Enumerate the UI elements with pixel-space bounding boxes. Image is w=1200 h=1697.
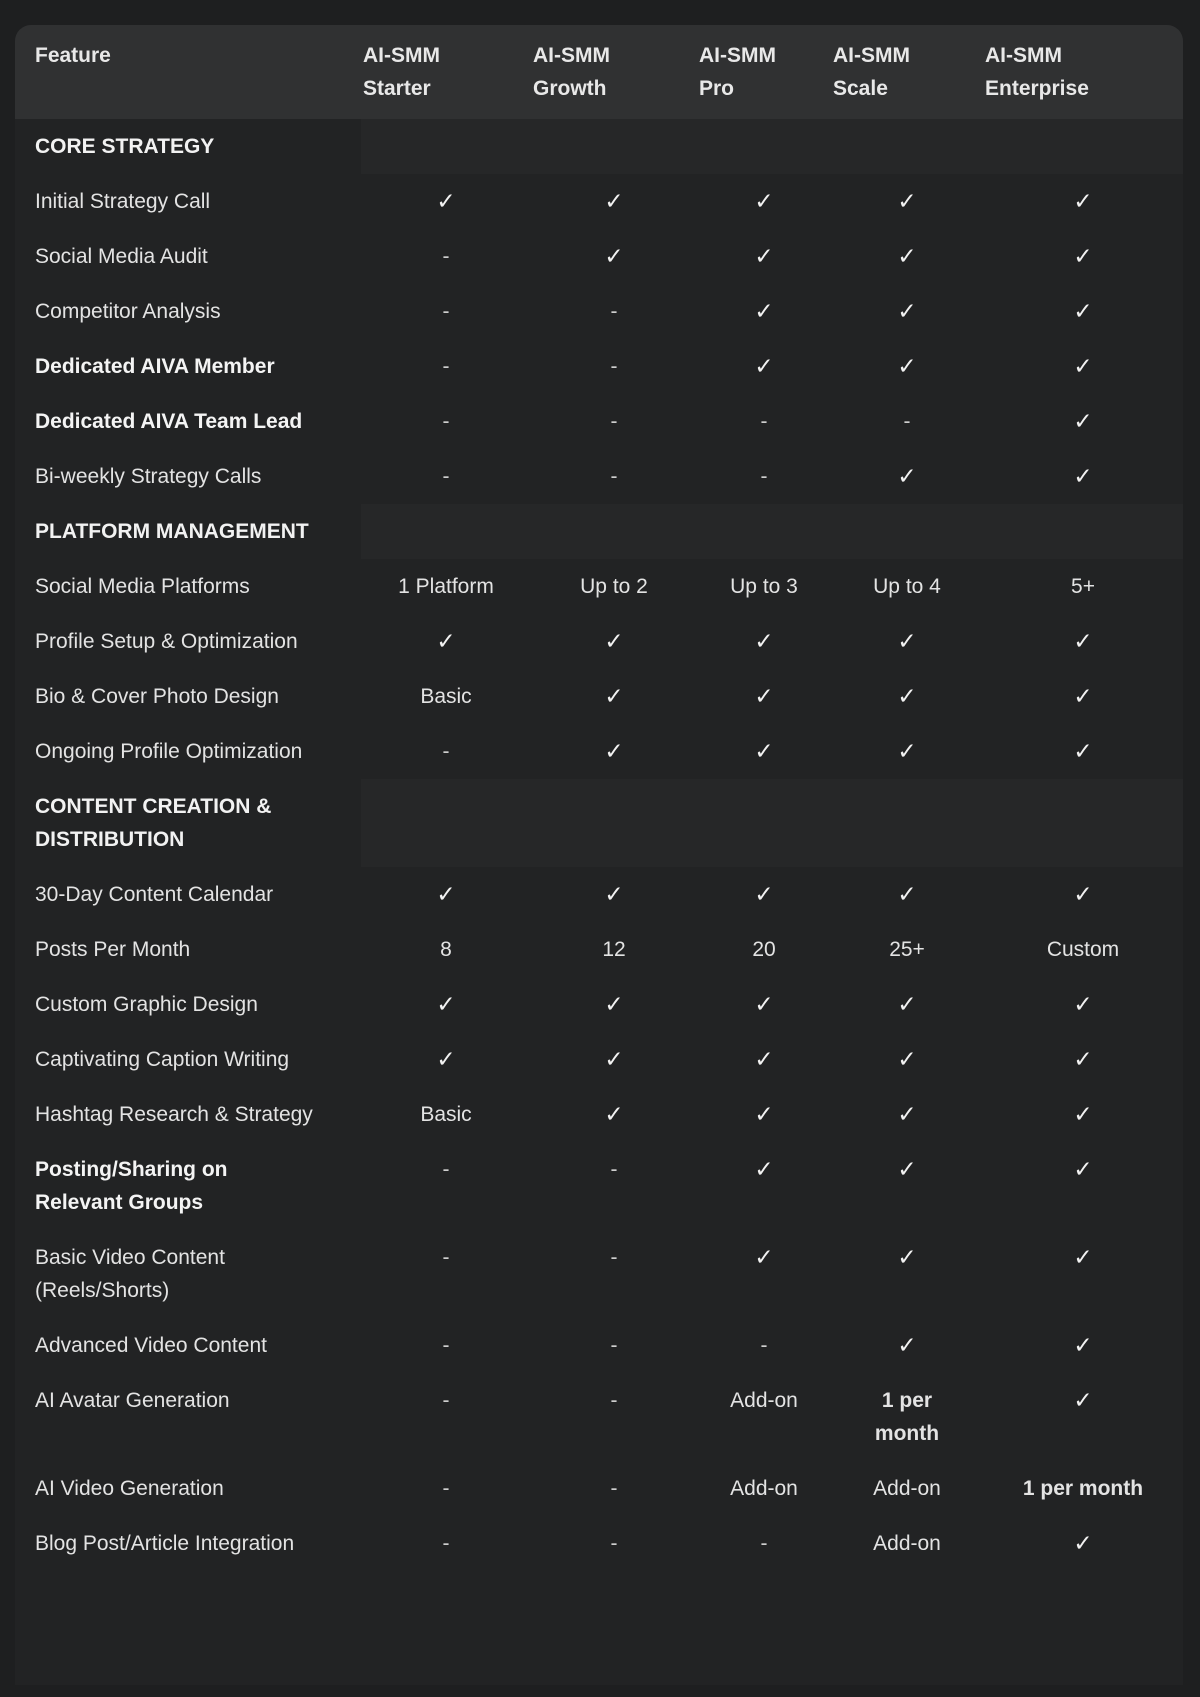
plan-value: Basic bbox=[420, 1103, 472, 1126]
feature-name: Posting/Sharing on Relevant Groups bbox=[35, 1158, 228, 1214]
not-included-dash: - bbox=[442, 245, 450, 268]
checkmark-icon: ✓ bbox=[897, 188, 917, 214]
checkmark-icon: ✓ bbox=[436, 188, 456, 214]
table-row bbox=[15, 229, 1183, 284]
checkmark-icon: ✓ bbox=[1073, 738, 1093, 764]
feature-name: Advanced Video Content bbox=[35, 1334, 267, 1357]
checkmark-icon: ✓ bbox=[897, 1332, 917, 1358]
feature-name: Dedicated AIVA Team Lead bbox=[35, 410, 303, 433]
checkmark-icon: ✓ bbox=[754, 1046, 774, 1072]
checkmark-icon: ✓ bbox=[754, 738, 774, 764]
section-header-row bbox=[15, 504, 1183, 559]
table-row bbox=[15, 394, 1183, 449]
checkmark-icon: ✓ bbox=[1073, 881, 1093, 907]
plan-column-header: AI-SMM Enterprise bbox=[985, 44, 1089, 100]
plan-column-header: AI-SMM Growth bbox=[533, 44, 610, 100]
checkmark-icon: ✓ bbox=[897, 1046, 917, 1072]
feature-name: Initial Strategy Call bbox=[35, 190, 211, 213]
table-row bbox=[15, 614, 1183, 669]
checkmark-icon: ✓ bbox=[604, 243, 624, 269]
not-included-dash: - bbox=[442, 410, 450, 433]
table-row bbox=[15, 1230, 1183, 1318]
checkmark-icon: ✓ bbox=[604, 1046, 624, 1072]
feature-name: Ongoing Profile Optimization bbox=[35, 740, 303, 763]
plan-value: Up to 4 bbox=[873, 575, 941, 598]
not-included-dash: - bbox=[760, 465, 768, 488]
not-included-dash: - bbox=[610, 410, 618, 433]
feature-name: Captivating Caption Writing bbox=[35, 1048, 290, 1071]
checkmark-icon: ✓ bbox=[754, 1101, 774, 1127]
table-row bbox=[15, 174, 1183, 229]
checkmark-icon: ✓ bbox=[897, 1101, 917, 1127]
feature-name: 30-Day Content Calendar bbox=[35, 883, 274, 906]
checkmark-icon: ✓ bbox=[897, 628, 917, 654]
checkmark-icon: ✓ bbox=[604, 991, 624, 1017]
feature-name: Social Media Platforms bbox=[35, 575, 250, 598]
feature-name: AI Avatar Generation bbox=[35, 1389, 230, 1412]
checkmark-icon: ✓ bbox=[436, 628, 456, 654]
section-title: PLATFORM MANAGEMENT bbox=[35, 520, 309, 543]
section-title: CORE STRATEGY bbox=[35, 135, 215, 158]
table-row bbox=[15, 922, 1183, 977]
feature-name: Bi-weekly Strategy Calls bbox=[35, 465, 262, 488]
checkmark-icon: ✓ bbox=[604, 1101, 624, 1127]
checkmark-icon: ✓ bbox=[604, 738, 624, 764]
checkmark-icon: ✓ bbox=[897, 353, 917, 379]
checkmark-icon: ✓ bbox=[754, 683, 774, 709]
plan-value: 1 Platform bbox=[398, 575, 494, 598]
not-included-dash: - bbox=[610, 1334, 618, 1357]
plan-value: Up to 2 bbox=[580, 575, 648, 598]
plan-value: Basic bbox=[420, 685, 472, 708]
checkmark-icon: ✓ bbox=[897, 298, 917, 324]
checkmark-icon: ✓ bbox=[1073, 353, 1093, 379]
not-included-dash: - bbox=[442, 465, 450, 488]
not-included-dash: - bbox=[610, 1389, 618, 1412]
feature-name: Profile Setup & Optimization bbox=[35, 630, 298, 653]
checkmark-icon: ✓ bbox=[897, 243, 917, 269]
section-header-fill bbox=[361, 119, 1183, 174]
table-row bbox=[15, 559, 1183, 614]
section-header-row bbox=[15, 779, 1183, 867]
checkmark-icon: ✓ bbox=[1073, 463, 1093, 489]
checkmark-icon: ✓ bbox=[897, 738, 917, 764]
table-row bbox=[15, 669, 1183, 724]
table-row bbox=[15, 1142, 1183, 1230]
pricing-comparison-table-container bbox=[15, 25, 1183, 1685]
plan-column-header: AI-SMM Scale bbox=[833, 44, 910, 100]
table-row bbox=[15, 284, 1183, 339]
plan-value: Add-on bbox=[730, 1477, 798, 1500]
checkmark-icon: ✓ bbox=[1073, 683, 1093, 709]
not-included-dash: - bbox=[442, 1477, 450, 1500]
not-included-dash: - bbox=[610, 355, 618, 378]
table-row bbox=[15, 1461, 1183, 1516]
not-included-dash: - bbox=[442, 1389, 450, 1412]
checkmark-icon: ✓ bbox=[897, 1156, 917, 1182]
not-included-dash: - bbox=[610, 1532, 618, 1555]
checkmark-icon: ✓ bbox=[1073, 991, 1093, 1017]
feature-name: Custom Graphic Design bbox=[35, 993, 258, 1016]
table-row bbox=[15, 339, 1183, 394]
not-included-dash: - bbox=[760, 1334, 768, 1357]
checkmark-icon: ✓ bbox=[604, 188, 624, 214]
table-row bbox=[15, 1318, 1183, 1373]
table-row bbox=[15, 1032, 1183, 1087]
not-included-dash: - bbox=[760, 1532, 768, 1555]
not-included-dash: - bbox=[610, 1477, 618, 1500]
checkmark-icon: ✓ bbox=[1073, 628, 1093, 654]
section-header-fill bbox=[361, 779, 1183, 867]
plan-value: Up to 3 bbox=[730, 575, 798, 598]
plan-value: 5+ bbox=[1071, 575, 1095, 598]
checkmark-icon: ✓ bbox=[754, 188, 774, 214]
plan-value: Custom bbox=[1046, 938, 1120, 961]
checkmark-icon: ✓ bbox=[897, 463, 917, 489]
not-included-dash: - bbox=[442, 1246, 450, 1269]
not-included-dash: - bbox=[610, 1246, 618, 1269]
plan-value: Add-on bbox=[873, 1477, 941, 1500]
checkmark-icon: ✓ bbox=[754, 628, 774, 654]
checkmark-icon: ✓ bbox=[1073, 1530, 1093, 1556]
checkmark-icon: ✓ bbox=[1073, 1332, 1093, 1358]
feature-name: Basic Video Content (Reels/Shorts) bbox=[35, 1246, 225, 1302]
checkmark-icon: ✓ bbox=[604, 628, 624, 654]
checkmark-icon: ✓ bbox=[436, 881, 456, 907]
checkmark-icon: ✓ bbox=[1073, 1101, 1093, 1127]
checkmark-icon: ✓ bbox=[436, 1046, 456, 1072]
section-header-row bbox=[15, 119, 1183, 174]
not-included-dash: - bbox=[760, 410, 768, 433]
checkmark-icon: ✓ bbox=[754, 991, 774, 1017]
table-row bbox=[15, 1087, 1183, 1142]
checkmark-icon: ✓ bbox=[604, 683, 624, 709]
table-row bbox=[15, 1516, 1183, 1571]
checkmark-icon: ✓ bbox=[1073, 1156, 1093, 1182]
checkmark-icon: ✓ bbox=[754, 1156, 774, 1182]
feature-name: Competitor Analysis bbox=[35, 300, 221, 323]
plan-value: 12 bbox=[602, 938, 626, 961]
table-row bbox=[15, 449, 1183, 504]
table-row bbox=[15, 867, 1183, 922]
checkmark-icon: ✓ bbox=[604, 881, 624, 907]
not-included-dash: - bbox=[610, 465, 618, 488]
not-included-dash: - bbox=[442, 300, 450, 323]
table-header-row bbox=[15, 25, 1183, 119]
checkmark-icon: ✓ bbox=[1073, 188, 1093, 214]
feature-name: Posts Per Month bbox=[35, 938, 191, 961]
plan-value: Add-on bbox=[730, 1389, 798, 1412]
not-included-dash: - bbox=[442, 1532, 450, 1555]
checkmark-icon: ✓ bbox=[754, 1244, 774, 1270]
plan-value: Add-on bbox=[873, 1532, 941, 1555]
checkmark-icon: ✓ bbox=[897, 1244, 917, 1270]
plan-column-header: AI-SMM Starter bbox=[363, 44, 440, 100]
checkmark-icon: ✓ bbox=[1073, 1244, 1093, 1270]
plan-value: 8 bbox=[440, 938, 452, 961]
table-row bbox=[15, 1373, 1183, 1461]
feature-name: Bio & Cover Photo Design bbox=[35, 685, 279, 708]
plan-value: 25+ bbox=[889, 938, 925, 961]
section-header-fill bbox=[361, 504, 1183, 559]
checkmark-icon: ✓ bbox=[1073, 1046, 1093, 1072]
feature-name: Dedicated AIVA Member bbox=[35, 355, 275, 378]
not-included-dash: - bbox=[610, 300, 618, 323]
feature-name: Social Media Audit bbox=[35, 245, 208, 268]
feature-column-header: Feature bbox=[35, 44, 111, 67]
checkmark-icon: ✓ bbox=[897, 991, 917, 1017]
plan-value: 1 per month bbox=[1022, 1477, 1144, 1500]
not-included-dash: - bbox=[442, 1334, 450, 1357]
feature-name: Blog Post/Article Integration bbox=[35, 1532, 295, 1555]
checkmark-icon: ✓ bbox=[1073, 298, 1093, 324]
checkmark-icon: ✓ bbox=[754, 298, 774, 324]
not-included-dash: - bbox=[903, 410, 911, 433]
feature-name: AI Video Generation bbox=[35, 1477, 224, 1500]
checkmark-icon: ✓ bbox=[754, 243, 774, 269]
plan-column-header: AI-SMM Pro bbox=[699, 44, 776, 100]
checkmark-icon: ✓ bbox=[754, 353, 774, 379]
checkmark-icon: ✓ bbox=[754, 881, 774, 907]
table-row bbox=[15, 724, 1183, 779]
not-included-dash: - bbox=[610, 1158, 618, 1181]
checkmark-icon: ✓ bbox=[436, 991, 456, 1017]
table-row bbox=[15, 977, 1183, 1032]
not-included-dash: - bbox=[442, 740, 450, 763]
plan-value: 1 per month bbox=[874, 1389, 940, 1445]
section-title: CONTENT CREATION & DISTRIBUTION bbox=[35, 795, 272, 851]
checkmark-icon: ✓ bbox=[1073, 243, 1093, 269]
plan-value: 20 bbox=[752, 938, 776, 961]
checkmark-icon: ✓ bbox=[1073, 408, 1093, 434]
not-included-dash: - bbox=[442, 1158, 450, 1181]
pricing-comparison-table bbox=[15, 25, 1183, 1571]
not-included-dash: - bbox=[442, 355, 450, 378]
checkmark-icon: ✓ bbox=[1073, 1387, 1093, 1413]
feature-name: Hashtag Research & Strategy bbox=[35, 1103, 313, 1126]
checkmark-icon: ✓ bbox=[897, 881, 917, 907]
checkmark-icon: ✓ bbox=[897, 683, 917, 709]
